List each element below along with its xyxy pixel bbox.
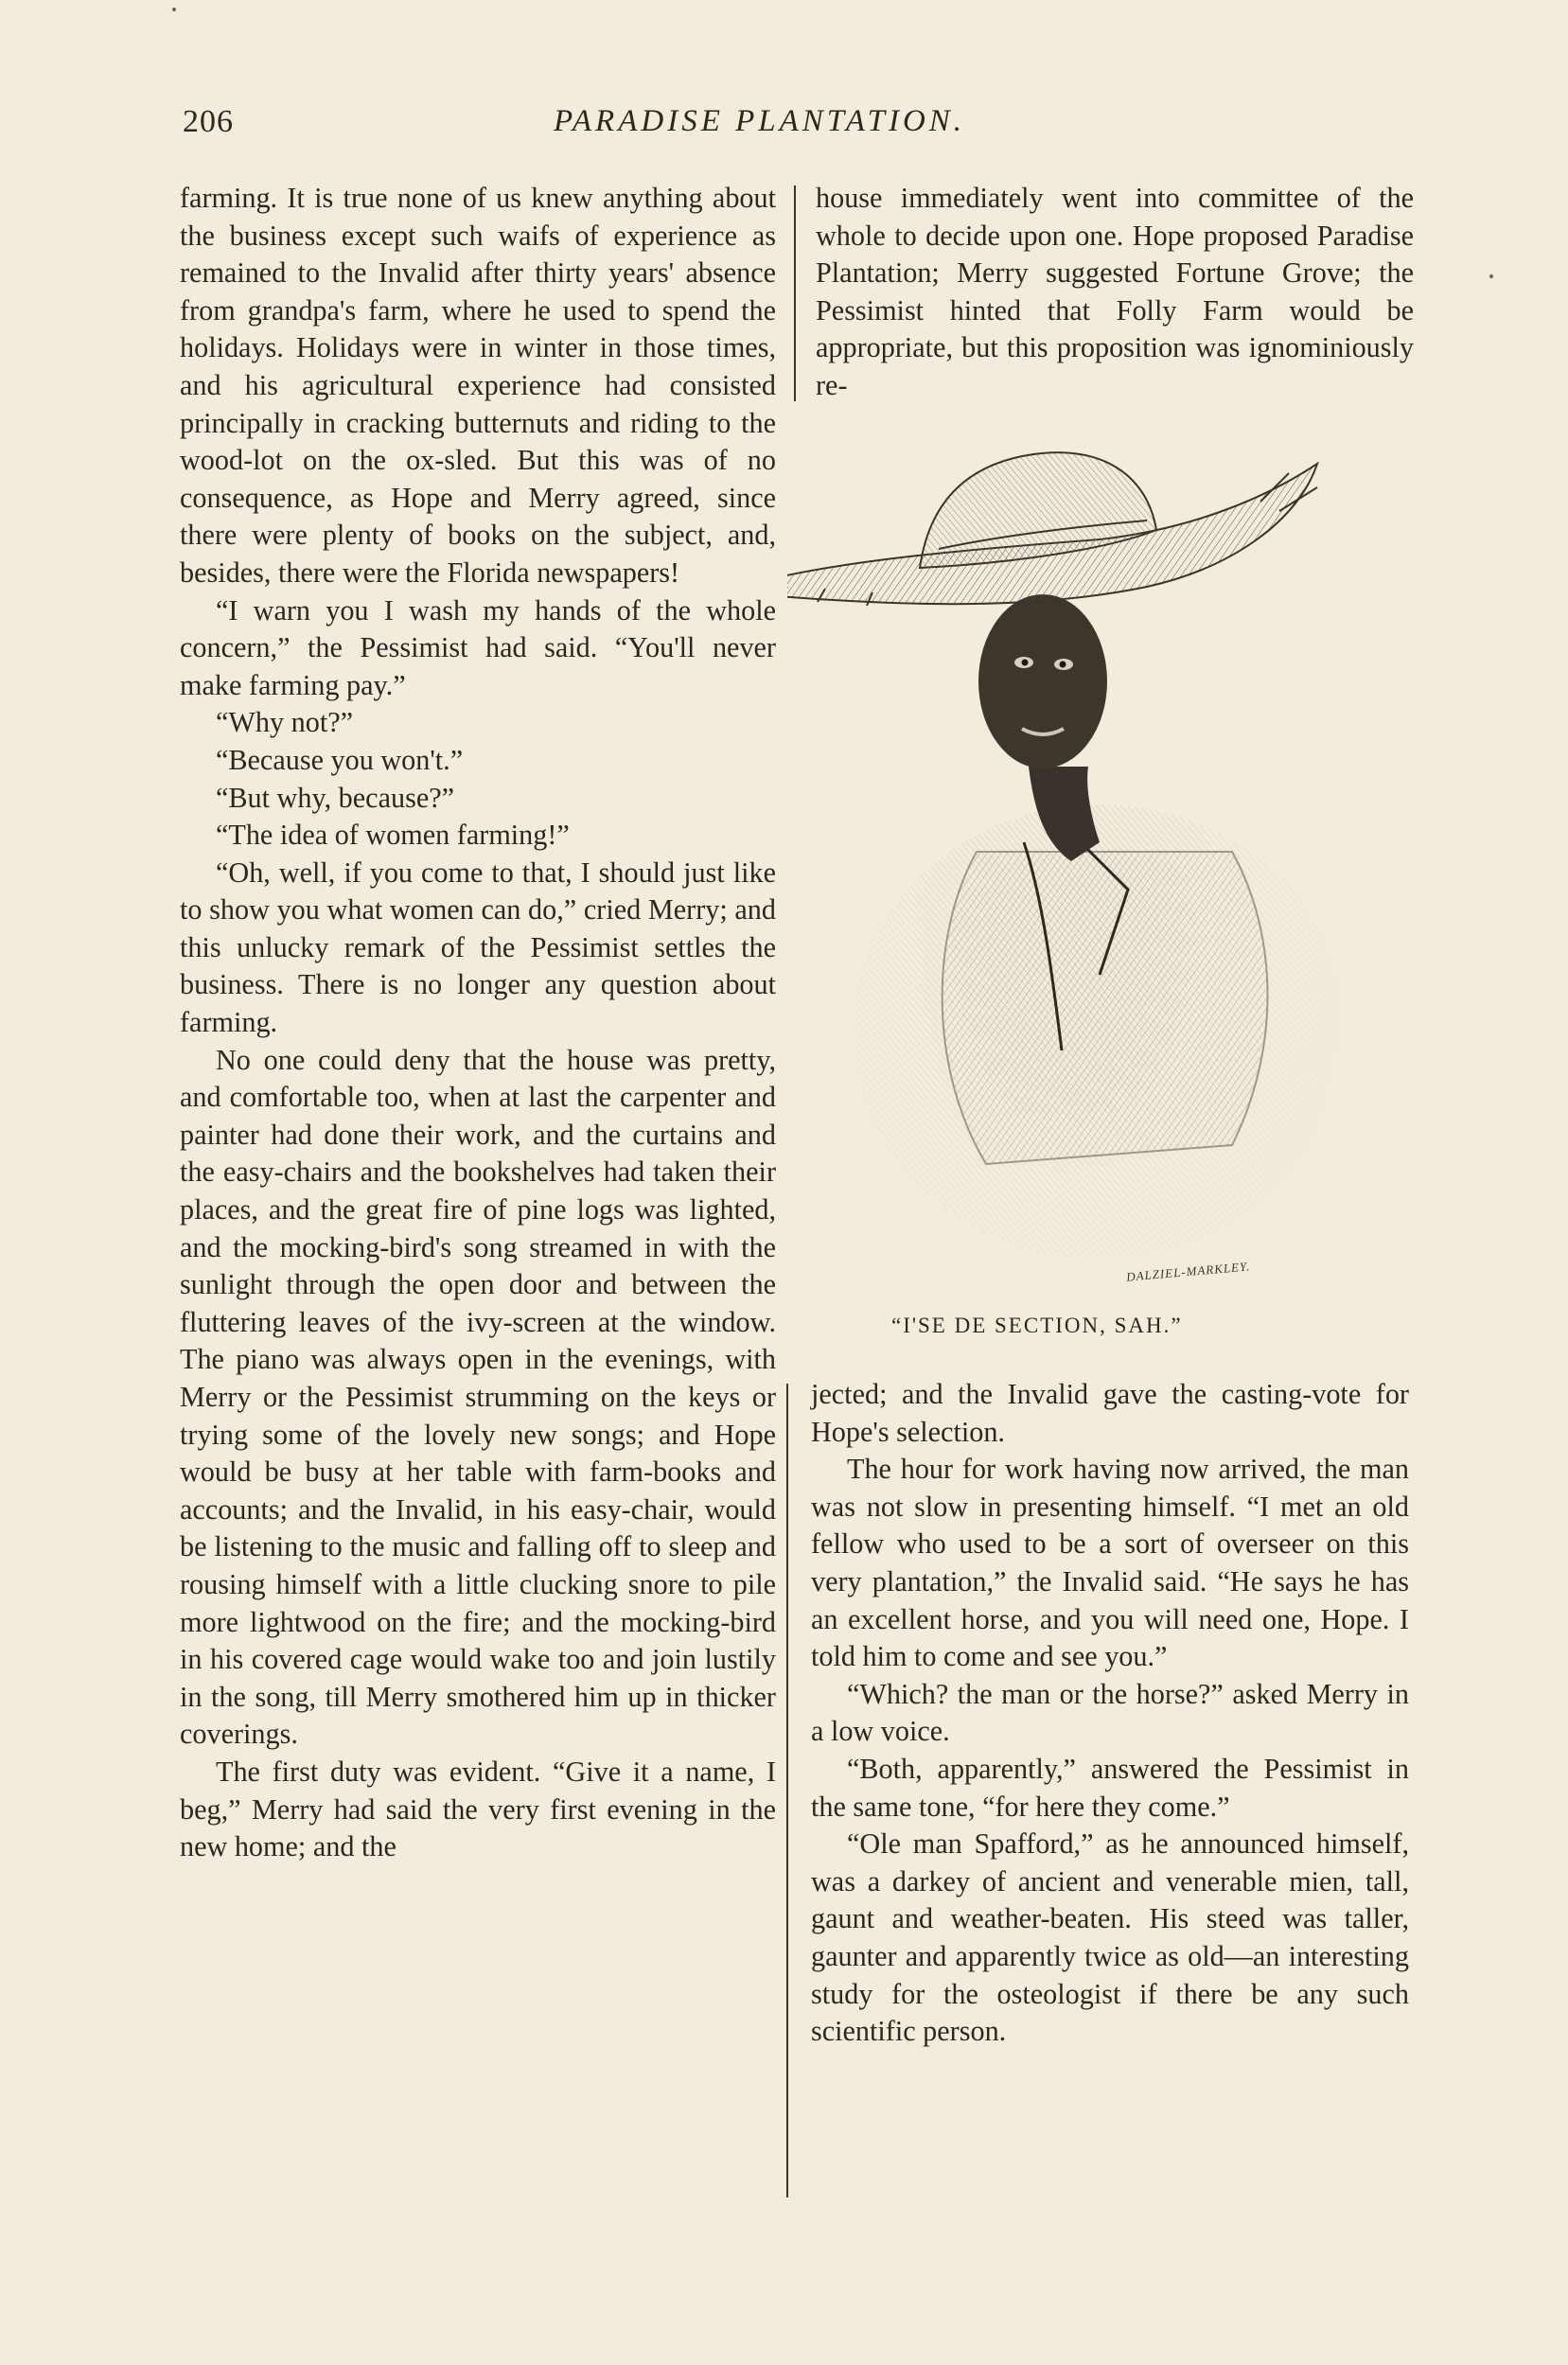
column-divider-top — [794, 185, 796, 401]
paper-speck — [1489, 274, 1493, 278]
straw-hat — [787, 452, 1317, 606]
paragraph: “Ole man Spafford,” as he announced himself, was a darkey of ancient and venerable mien, tall, gaunt and weather-beaten. His steed was taller, gaunter and apparently twice as old—an interesting study for the osteologist if there be any such scientific person. — [811, 1827, 1409, 2048]
paragraph: farming. It is true none of us knew anything about the business except such waifs of experience as remained to the Invalid after thirty years' absence from grandpa's farm, where he used to spend the holidays. Holidays were in winter in those times, and his agricultural experience had consisted principally in cracking butternuts and riding to the wood-lot on the ox-sled. But this was of no consequence, as Hope and Merry agreed, since there were plenty of books on the subject, and, besides, there were the Florida newspapers! — [180, 182, 776, 589]
face — [978, 594, 1107, 768]
illustration-caption: “I'SE DE SECTION, SAH.” — [891, 1314, 1183, 1337]
paragraph: jected; and the Invalid gave the casting-vote for Hope's selection. — [811, 1378, 1409, 1448]
page-number: 206 — [183, 104, 234, 139]
running-title: PARADISE PLANTATION. — [554, 104, 966, 138]
column-divider-bottom — [786, 1384, 788, 2197]
shirt-shape — [943, 852, 1268, 1164]
paragraph: “Because you won't.” — [216, 743, 464, 776]
right-column-bottom — [811, 1376, 1409, 2051]
paragraph: “The idea of women farming!” — [216, 819, 570, 852]
paragraph: “I warn you I wash my hands of the whole concern,” the Pessimist had said. “You'll never make farming pay.” — [180, 593, 776, 701]
right-column-top — [816, 180, 1414, 405]
paragraph: house immediately went into committee of the whole to decide upon one. Hope proposed Paradise Plantation; Merry suggested Fortune Grove; the Pessimist hinted that Folly Farm would be appropriate, but this proposition was ignominiously re- — [816, 182, 1414, 401]
paragraph: “Why not?” — [216, 706, 353, 739]
left-column — [180, 180, 776, 1866]
paper-speck — [172, 8, 176, 11]
paragraph: “But why, because?” — [216, 781, 455, 814]
paragraph: “Oh, well, if you come to that, I should just like to show you what women can do,” cried Merry; and this unlucky remark of the Pessimist settles the business. There is no longer any question about farming. — [180, 856, 776, 1039]
paragraph: The first duty was evident. “Give it a name, I beg,” Merry had said the very first evening in the new home; and the — [180, 1755, 776, 1863]
paragraph: “Both, apparently,” answered the Pessimist in the same tone, “for here they come.” — [811, 1752, 1409, 1823]
paragraph: “Which? the man or the horse?” asked Merry in a low voice. — [811, 1677, 1409, 1748]
paragraph: The hour for work having now arrived, the man was not slow in presenting himself. “I met an old fellow who used to be a sort of overseer on this very plantation,” the Invalid said. “He says he has an excellent horse, and you will need one, Hope. I told him to come and see you.” — [811, 1453, 1409, 1673]
portrait-illustration — [787, 445, 1355, 1278]
paragraph: No one could deny that the house was pretty, and comfortable too, when at last the carpenter and painter had done their work, and the curtains and the easy-chairs and the bookshelves had taken their places, and the great fire of pine logs was lighted, and the mocking-bird's song streamed in with the sunlight through the open door and between the fluttering leaves of the ivy-screen at the window. The piano was always open in the evenings, with Merry or the Pessimist strumming on the keys or trying some of the lovely new songs; and Hope would be busy at her table with farm-books and accounts; and the Invalid, in his easy-chair, would be listening to the music and falling off to sleep and rousing himself with a little clucking snore to pile more lightwood on the fire; and the mocking-bird in his covered cage would wake too and join lustily in the song, till Merry smothered him up in thicker coverings. — [180, 1043, 776, 1751]
artist-signature: DALZIEL-MARKLEY. — [1125, 1259, 1251, 1284]
